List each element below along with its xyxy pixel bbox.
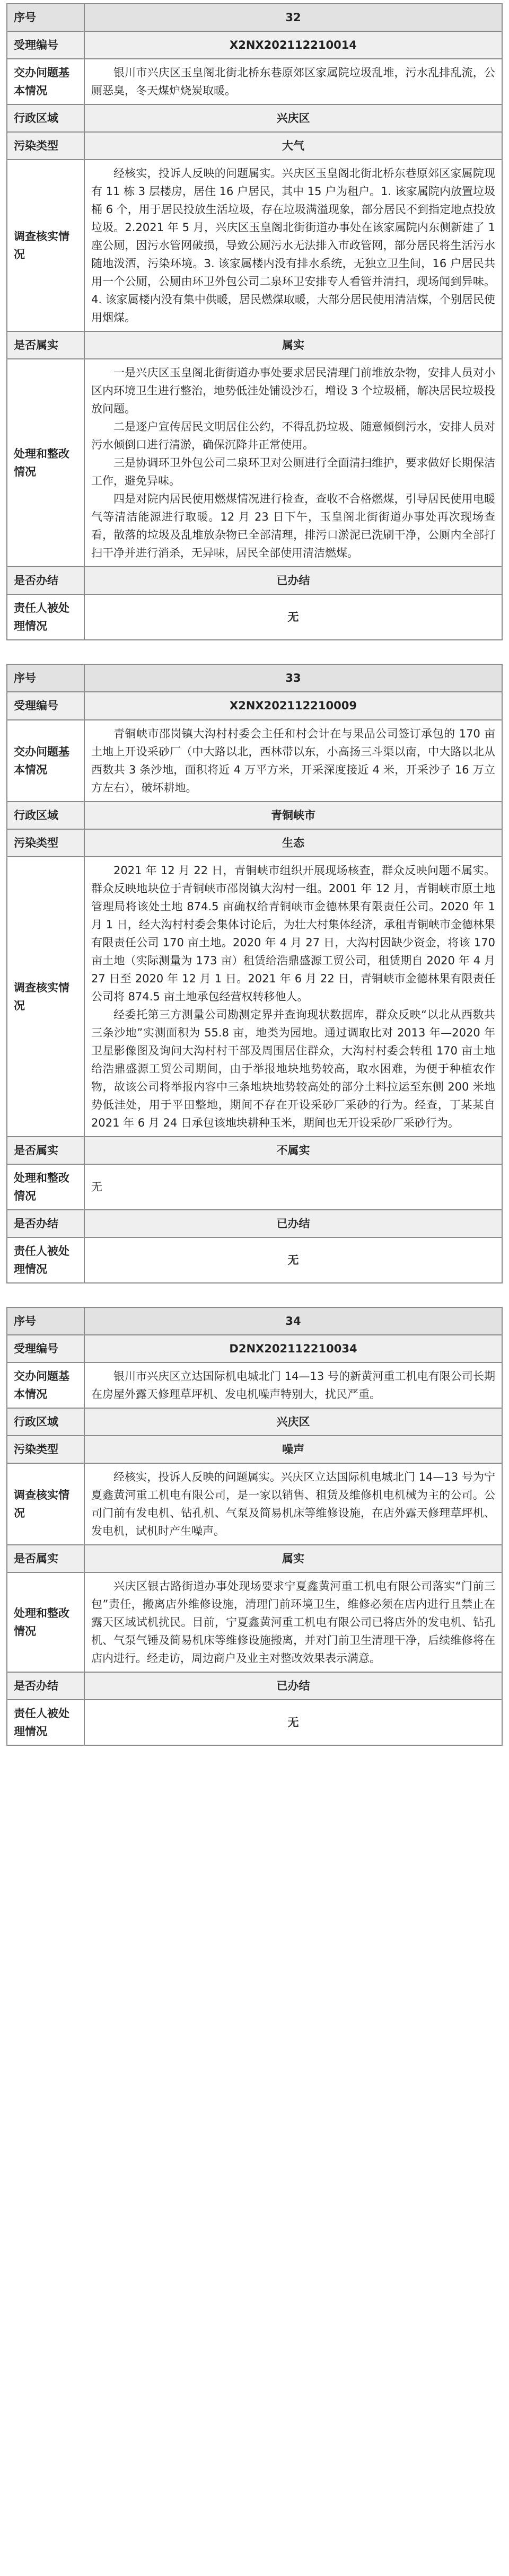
issue-text: 银川市兴庆区立达国际机电城北门 14—13 号的新黄河重工机电有限公司长期在房屋外露天修理草坪机、发电机噪声特别大，扰民严重。 xyxy=(91,1369,495,1401)
closed-label: 是否办结 xyxy=(7,1210,84,1237)
responsible-label: 责任人被处理情况 xyxy=(7,594,84,640)
page xyxy=(0,3,509,1746)
is-true-row xyxy=(7,1137,502,1164)
investigation-label: 调查核实情况 xyxy=(7,1463,84,1545)
responsible-row xyxy=(7,594,502,640)
investigation-value xyxy=(84,160,502,331)
closed-value: 已办结 xyxy=(84,567,502,594)
area-value: 兴庆区 xyxy=(84,104,502,132)
closed-row xyxy=(7,567,502,594)
issue-value xyxy=(84,720,502,802)
responsible-value: 无 xyxy=(84,594,502,640)
issue-label: 交办问题基本情况 xyxy=(7,720,84,802)
handling-value xyxy=(84,359,502,567)
accept-no-value: X2NX202112210009 xyxy=(84,692,502,719)
handling-paragraph: 三是协调环卫外包公司二泉环卫对公厕进行全面清扫维护，要求做好长期保洁工作，避免异味。 xyxy=(91,456,495,488)
issue-row xyxy=(7,59,502,104)
closed-label: 是否办结 xyxy=(7,1672,84,1700)
area-row xyxy=(7,1408,502,1436)
issue-text: 青铜峡市邵岗镇大沟村村委会主任和村会计在与果品公司签订承包的 170 亩土地上开设采砂厂（中大路以北，西林带以东，小高扬三斗渠以南，中大路以北从西数共 3 条沙地，面积将近 4 万平方米，开采深度接近 4 米，开采沙子 16 万立方左右），破坏耕地。 xyxy=(91,727,495,794)
case-separator xyxy=(0,1283,509,1307)
seq-value: 33 xyxy=(84,664,502,692)
seq-value: 32 xyxy=(84,4,502,31)
closed-label: 是否办结 xyxy=(7,567,84,594)
is-true-label: 是否属实 xyxy=(7,331,84,359)
is-true-row xyxy=(7,331,502,359)
handling-label: 处理和整改情况 xyxy=(7,359,84,567)
accept-no-value: D2NX202112210034 xyxy=(84,1335,502,1362)
area-row xyxy=(7,104,502,132)
seq-label: 序号 xyxy=(7,664,84,692)
handling-label: 处理和整改情况 xyxy=(7,1572,84,1672)
is-true-label: 是否属实 xyxy=(7,1545,84,1572)
investigation-paragraph: 经核实，投诉人反映的问题属实。兴庆区立达国际机电城北门 14—13 号为宁夏鑫黄河重工机电有限公司，是一家以销售、租赁及维修机电机械为主的公司。公司门前有发电机、钻孔机、气泵及简易机床等维修设施，在店外露天修理草坪机、发电机，试机时产生噪声。 xyxy=(91,1471,495,1538)
pollution-label: 污染类型 xyxy=(7,1436,84,1463)
handling-value xyxy=(84,1572,502,1672)
case-table xyxy=(6,1307,503,1746)
accept-no-value: X2NX202112210014 xyxy=(84,31,502,59)
area-value: 青铜峡市 xyxy=(84,802,502,829)
handling-paragraph: 四是对院内居民使用燃煤情况进行检查，查收不合格燃煤，引导居民使用电暖气等清洁能源进行取暖。12 月 23 日下午，玉皇阁北街街道办事处再次现场查看，散落的垃圾及乱堆放杂物已全部清理，排污口淤泥已洗刷干净，公厕内全部打扫干净并进行消杀，无异味，居民全部使用清洁燃煤。 xyxy=(91,493,495,560)
case-seq-row xyxy=(7,664,502,692)
case-separator xyxy=(0,640,509,664)
investigation-value xyxy=(84,1463,502,1545)
pollution-label: 污染类型 xyxy=(7,829,84,857)
pollution-row xyxy=(7,132,502,160)
area-label: 行政区域 xyxy=(7,1408,84,1436)
handling-value: 无 xyxy=(84,1164,502,1210)
issue-label: 交办问题基本情况 xyxy=(7,1362,84,1408)
handling-paragraph: 兴庆区银古路街道办事处现场要求宁夏鑫黄河重工机电有限公司落实“门前三包”责任，搬离店外维修设施，清理门前环境卫生，维修必须在店内进行且禁止在露天区域试机扰民。目前，宁夏鑫黄河重工机电有限公司已将店外的发电机、钻孔机、气泵气锤及简易机床等维修设施搬离，并对门前卫生清理干净，后续维修将在店内进行。经走访，周边商户及业主对整改效果表示满意。 xyxy=(91,1580,495,1665)
handling-paragraph: 二是逐户宣传居民文明居住公约，不得乱扔垃圾、随意倾倒污水，安排人员对污水倾倒口进行清淤，确保沉降井正常使用。 xyxy=(91,420,495,452)
area-label: 行政区域 xyxy=(7,104,84,132)
seq-label: 序号 xyxy=(7,1307,84,1335)
investigation-row xyxy=(7,1463,502,1545)
seq-label: 序号 xyxy=(7,4,84,31)
handling-row xyxy=(7,1164,502,1210)
investigation-paragraph: 经核实，投诉人反映的问题属实。兴庆区玉皇阁北街北桥东巷原郊区家属院现有 11 栋 3 层楼房，居住 16 户居民，其中 15 户为租户。1. 该家属院内放置垃圾桶 6 个，用于居民投放生活垃圾，存在垃圾满溢现象，部分居民不到指定地点投放垃圾。2.2021 年 5 月，兴庆区玉皇阁北街街道办事处在该家属院内东侧新建了 1 座公厕，因污水管网破损，导致公厕污水无法排入市政管网，部分居民将生活污水随地泼洒，污染环境。3. 该家属楼内没有排水系统，无独立卫生间，16 户居民共用一个公厕，公厕由环卫外包公司二泉环卫安排专人看管并清扫，现场闻到异味。4. 该家属楼内没有集中供暖，居民燃煤取暖，大部分居民使用清洁煤，个别居民使用烟煤。 xyxy=(91,167,495,324)
issue-value xyxy=(84,59,502,104)
investigation-value xyxy=(84,857,502,1137)
case-seq-row xyxy=(7,4,502,31)
issue-row xyxy=(7,720,502,802)
case-table xyxy=(6,3,503,640)
investigation-label: 调查核实情况 xyxy=(7,160,84,331)
responsible-label: 责任人被处理情况 xyxy=(7,1700,84,1745)
is-true-value: 属实 xyxy=(84,1545,502,1572)
accept-no-row xyxy=(7,692,502,719)
handling-paragraph: 一是兴庆区玉皇阁北街街道办事处要求居民清理门前堆放杂物，安排人员对小区内环境卫生进行整治，地势低洼处铺设沙石，增设 3 个垃圾桶，解决居民垃圾投放问题。 xyxy=(91,366,495,416)
is-true-value: 属实 xyxy=(84,331,502,359)
closed-value: 已办结 xyxy=(84,1672,502,1700)
investigation-label: 调查核实情况 xyxy=(7,857,84,1137)
area-row xyxy=(7,802,502,829)
accept-no-label: 受理编号 xyxy=(7,1335,84,1362)
handling-label: 处理和整改情况 xyxy=(7,1164,84,1210)
responsible-row xyxy=(7,1700,502,1745)
accept-no-label: 受理编号 xyxy=(7,692,84,719)
investigation-row xyxy=(7,857,502,1137)
is-true-value: 不属实 xyxy=(84,1137,502,1164)
area-label: 行政区域 xyxy=(7,802,84,829)
handling-row xyxy=(7,359,502,567)
accept-no-row xyxy=(7,1335,502,1362)
responsible-row xyxy=(7,1237,502,1283)
handling-row xyxy=(7,1572,502,1672)
responsible-value: 无 xyxy=(84,1700,502,1745)
issue-label: 交办问题基本情况 xyxy=(7,59,84,104)
accept-no-label: 受理编号 xyxy=(7,31,84,59)
pollution-value: 噪声 xyxy=(84,1436,502,1463)
closed-row xyxy=(7,1672,502,1700)
seq-value: 34 xyxy=(84,1307,502,1335)
issue-row xyxy=(7,1362,502,1408)
pollution-row xyxy=(7,829,502,857)
pollution-value: 大气 xyxy=(84,132,502,160)
responsible-value: 无 xyxy=(84,1237,502,1283)
is-true-label: 是否属实 xyxy=(7,1137,84,1164)
investigation-paragraph: 经委托第三方测量公司勘测定界并查询现状数据库，群众反映“以北从西数共三条沙地”实测面积为 55.8 亩，地类为园地。通过调取比对 2013 年—2020 年卫星影像图及询问大沟村村干部及周围居住群众，大沟村村委会转租 170 亩土地给浩鼎盛源工贸公司期间，由于举报地块地势较高，取水困难，为便于种植农作物，故该公司将举报内容中三条地块地势较高处的部分土料拉运至东侧 200 米地势低洼处，用于平田整地，期间不存在开设采砂厂采砂的行为。经查，丁某某自 2021 年 6 月 24 日承包该地块耕种玉米，期间也无开设采砂厂采砂行为。 xyxy=(91,1008,495,1129)
is-true-row xyxy=(7,1545,502,1572)
responsible-label: 责任人被处理情况 xyxy=(7,1237,84,1283)
closed-value: 已办结 xyxy=(84,1210,502,1237)
accept-no-row xyxy=(7,31,502,59)
issue-text: 银川市兴庆区玉皇阁北街北桥东巷原郊区家属院垃圾乱堆，污水乱排乱流，公厕恶臭，冬天煤炉烧炭取暖。 xyxy=(91,66,495,98)
pollution-row xyxy=(7,1436,502,1463)
pollution-label: 污染类型 xyxy=(7,132,84,160)
case-table xyxy=(6,664,503,1283)
issue-value xyxy=(84,1362,502,1408)
investigation-row xyxy=(7,160,502,331)
pollution-value: 生态 xyxy=(84,829,502,857)
closed-row xyxy=(7,1210,502,1237)
case-seq-row xyxy=(7,1307,502,1335)
area-value: 兴庆区 xyxy=(84,1408,502,1436)
investigation-paragraph: 2021 年 12 月 22 日，青铜峡市组织开展现场核查，群众反映问题不属实。群众反映地块位于青铜峡市邵岗镇大沟村一组。2001 年 12 月，青铜峡市原土地管理局将该处土地 874.5 亩确权给青铜峡市金德林果有限责任公司。2020 年 1 月 1 日，经大沟村村委会集体讨论后，为壮大村集体经济，承租青铜峡市金德林果有限责任公司 170 亩土地。2020 年 4 月 27 日，大沟村因缺少资金，将该 170 亩土地（实际测量为 173 亩）租赁给浩鼎盛源工贸公司，租赁期自 2020 年 4 月 27 日至 2020 年 12 月 1 日。2021 年 6 月 22 日，青铜峡市金德林果有限责任公司将 874.5 亩土地承包经营权转移他人。 xyxy=(91,864,495,1003)
